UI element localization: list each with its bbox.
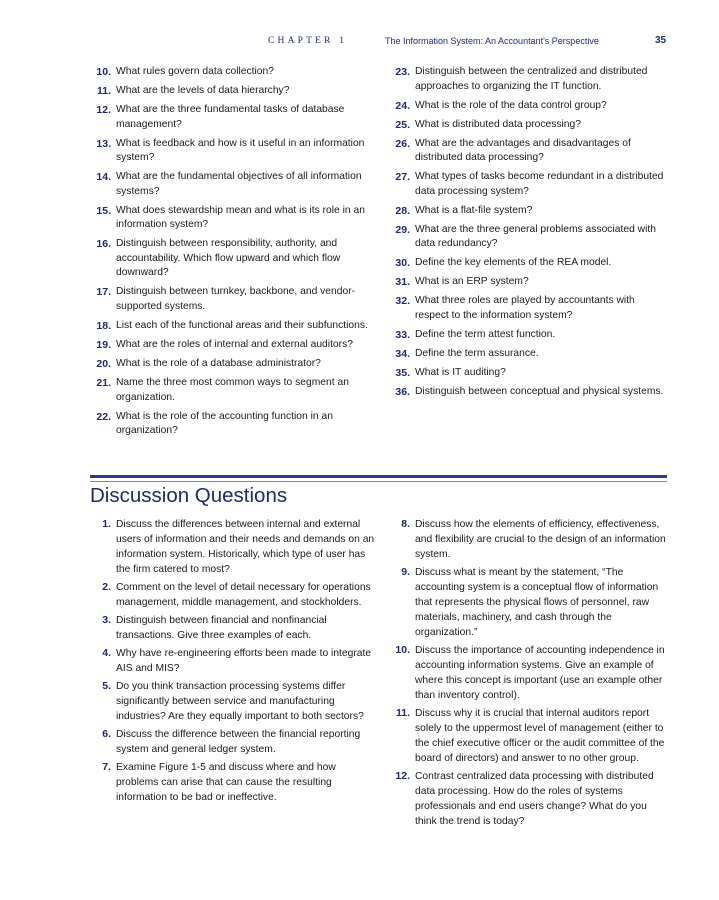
question-text: Define the term attest function. <box>415 328 556 340</box>
question-text: Why have re-engineering efforts been made to integrate AIS and MIS? <box>116 648 372 674</box>
review-question-item <box>90 204 380 233</box>
question-text: What are the fundamental objectives of all information systems? <box>116 171 362 197</box>
section-divider-thin <box>90 481 667 482</box>
question-number: 2. <box>102 581 111 593</box>
question-text: What are the roles of internal and external auditors? <box>116 339 353 351</box>
question-number: 11. <box>96 84 111 97</box>
question-text: What rules govern data collection? <box>116 66 274 77</box>
question-number: 1. <box>102 518 111 530</box>
question-text: Comment on the level of detail necessary for operations management, middle management, and stockholders. <box>116 582 371 608</box>
discussion-questions-right-column <box>389 517 669 832</box>
question-text: What types of tasks become redundant in a distributed data processing system? <box>415 171 664 197</box>
review-question-item <box>90 338 380 353</box>
question-text: What is feedback and how is it useful in an information system? <box>116 137 365 164</box>
question-text: Distinguish between the centralized and distributed approaches to organizing the IT function. <box>415 66 648 92</box>
review-question-item <box>389 118 669 133</box>
question-number: 7. <box>102 761 111 773</box>
review-questions-right-column <box>389 65 669 404</box>
discussion-questions-left-column <box>90 517 380 808</box>
question-number: 35. <box>395 366 410 379</box>
question-number: 16. <box>96 238 111 251</box>
question-text: What is distributed data processing? <box>415 118 581 130</box>
review-question-item <box>90 319 380 334</box>
section-divider <box>90 475 667 478</box>
review-questions-left-column <box>90 65 380 443</box>
question-number: 29. <box>395 223 410 236</box>
running-title: The Information System: An Accountant's Perspective <box>385 36 599 46</box>
question-text: Distinguish between financial and nonfinancial transactions. Give three examples of each. <box>116 615 327 641</box>
question-number: 11. <box>395 707 410 719</box>
question-text: What is the role of the data control group? <box>415 99 607 111</box>
review-question-item <box>389 328 669 343</box>
question-text: What is a flat-file system? <box>415 204 533 216</box>
question-text: What is IT auditing? <box>415 366 506 378</box>
review-question-item <box>389 170 669 199</box>
question-text: Discuss the differences between internal and external users of information and their needs and demands on an information system. Historically, which type of user has the firm catered to most? <box>116 519 375 575</box>
question-number: 27. <box>395 171 410 184</box>
review-question-item <box>389 256 669 271</box>
question-number: 24. <box>395 99 410 112</box>
question-number: 26. <box>395 137 410 150</box>
question-number: 34. <box>395 347 410 360</box>
discussion-question-item <box>90 646 380 676</box>
question-text: Distinguish between responsibility, authority, and accountability. Which flow upward and which flow downward? <box>116 238 341 279</box>
discussion-question-item <box>90 517 380 577</box>
question-text: List each of the functional areas and their subfunctions. <box>116 320 368 332</box>
discussion-question-item <box>389 517 669 562</box>
question-number: 6. <box>102 728 111 740</box>
question-number: 30. <box>395 257 410 270</box>
review-question-item <box>389 347 669 362</box>
review-question-item <box>90 170 380 199</box>
review-question-item <box>389 294 669 323</box>
question-text: Discuss why it is crucial that internal auditors report solely to the uppermost level of management (either to the chief executive officer or the audit committee of the board of directors) and answer to no other group. <box>415 708 665 764</box>
review-question-item <box>389 137 669 166</box>
review-question-item <box>90 84 380 99</box>
question-text: Discuss what is meant by the statement, “The accounting system is a conceptual flow of information that represents the physical flows of personnel, raw materials, machinery, and cash through the organization.” <box>415 567 659 638</box>
question-text: Do you think transaction processing systems differ significantly between service and manufacturing industries? Are they equally important to both sectors? <box>116 681 364 722</box>
question-number: 10. <box>96 66 111 78</box>
question-text: What are the three general problems associated with data redundancy? <box>415 223 656 250</box>
review-question-item <box>389 65 669 94</box>
question-number: 4. <box>102 647 111 659</box>
question-number: 25. <box>395 118 410 131</box>
question-text: Name the three most common ways to segment an organization. <box>116 376 349 403</box>
review-question-item <box>389 275 669 290</box>
question-text: Define the key elements of the REA model. <box>415 257 612 269</box>
question-text: What are the levels of data hierarchy? <box>116 84 290 96</box>
question-text: What is the role of the accounting function in an organization? <box>116 410 333 437</box>
review-question-item <box>90 137 380 166</box>
question-number: 5. <box>102 680 111 692</box>
question-number: 9. <box>401 566 410 578</box>
discussion-question-item <box>90 727 380 757</box>
question-text: Discuss the difference between the financial reporting system and general ledger system. <box>116 729 361 755</box>
question-text: Discuss the importance of accounting independence in accounting information systems. Give an example of where this concept is important (use an example other than inventory control). <box>415 645 665 701</box>
question-text: What three roles are played by accountants with respect to the information system? <box>415 295 635 321</box>
question-number: 15. <box>96 204 111 217</box>
question-text: Distinguish between turnkey, backbone, and vendor-supported systems. <box>116 286 356 313</box>
discussion-question-item <box>90 613 380 643</box>
discussion-question-item <box>389 769 669 829</box>
chapter-label: CHAPTER 1 <box>268 36 348 46</box>
question-number: 33. <box>395 328 410 341</box>
discussion-question-item <box>389 565 669 640</box>
question-number: 14. <box>96 171 111 184</box>
review-question-item <box>90 357 380 372</box>
question-text: What does stewardship mean and what is its role in an information system? <box>116 204 365 231</box>
question-text: What are the three fundamental tasks of database management? <box>116 103 345 130</box>
discussion-question-item <box>90 760 380 805</box>
question-number: 36. <box>395 385 410 398</box>
question-number: 22. <box>96 410 111 423</box>
question-number: 19. <box>96 339 111 352</box>
review-question-item <box>389 99 669 114</box>
review-question-item <box>90 410 380 439</box>
page-number: 35 <box>655 35 667 46</box>
question-number: 17. <box>96 286 111 299</box>
question-text: Examine Figure 1-5 and discuss where and how problems can arise that can cause the resulting information to be bad or ineffective. <box>116 762 336 803</box>
question-number: 28. <box>395 204 410 217</box>
review-question-item <box>90 103 380 132</box>
review-question-item <box>389 366 669 381</box>
discussion-question-item <box>389 706 669 766</box>
question-number: 32. <box>395 295 410 308</box>
question-number: 18. <box>96 320 111 333</box>
review-question-item <box>90 65 380 80</box>
question-number: 23. <box>395 66 410 78</box>
question-number: 3. <box>102 614 111 626</box>
question-number: 21. <box>96 376 111 389</box>
discussion-question-item <box>90 580 380 610</box>
question-text: What is the role of a database administrator? <box>116 358 321 369</box>
question-text: Discuss how the elements of efficiency, effectiveness, and flexibility are crucial to the design of an information system. <box>415 519 666 560</box>
review-question-item <box>389 204 669 219</box>
question-number: 10. <box>395 644 410 656</box>
running-header <box>0 36 719 50</box>
question-text: What is an ERP system? <box>415 276 529 288</box>
question-text: Contrast centralized data processing with distributed data processing. How do the roles of systems professionals and end users change? What do you think the trend is today? <box>415 771 654 827</box>
discussion-question-item <box>389 643 669 703</box>
review-question-item <box>90 285 380 314</box>
review-question-item <box>389 223 669 252</box>
question-number: 12. <box>96 103 111 116</box>
question-text: Distinguish between conceptual and physical systems. <box>415 385 664 397</box>
question-number: 31. <box>395 276 410 289</box>
discussion-question-item <box>90 679 380 724</box>
question-number: 12. <box>395 770 410 782</box>
question-text: What are the advantages and disadvantages of distributed data processing? <box>415 137 631 164</box>
review-question-item <box>90 376 380 405</box>
section-title: Discussion Questions <box>90 484 288 507</box>
review-question-item <box>90 237 380 281</box>
question-number: 13. <box>96 137 111 150</box>
review-question-item <box>389 385 669 400</box>
question-number: 8. <box>401 518 410 530</box>
question-text: Define the term assurance. <box>415 347 539 359</box>
question-number: 20. <box>96 358 111 370</box>
